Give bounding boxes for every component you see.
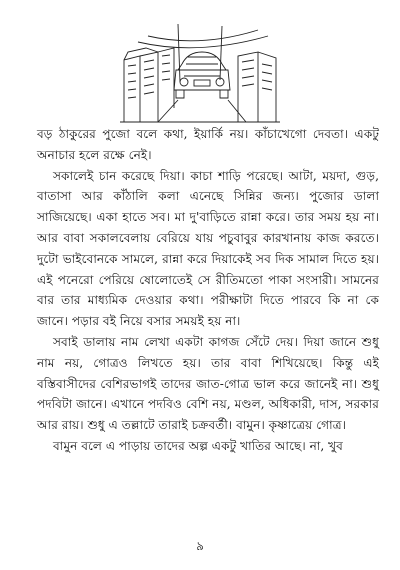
car-and-buildings-sketch: [118, 22, 282, 124]
paragraph-4: বামুন বলে এ পাড়ায় তাদের অল্প একটু খাতির আছে। না, খুব: [53, 438, 343, 453]
paragraph-1: বড় ঠাকুরের পুজো বলে কথা, ইয়ার্কি নয়। কাঁচাখেগো দেবতা। একটু অনাচার হলে রক্ষে নেই।: [37, 127, 379, 162]
story-text: [37, 124, 379, 457]
street-scene-illustration: [118, 22, 282, 124]
paragraph-3: সবাই ডালায় নাম লেখা একটা কাগজ সেঁটে দেয়। দিয়া জানে শুধু নাম নয়, গোত্রও লিখতে হয়। তার বাবা শিখিয়েছে। কিন্তু এই বস্তিবাসীদের বেশিরভাগই তাদের জাত-গোত্র ভাল করে জানেই না। শুধু পদবিটা জানে। এখানে পদবিও বেশি নয়, মণ্ডল, অধিকারী, দাস, সরকার আর রায়। শুধু এ তল্লাটে তারাই চক্রবর্তী। বামুন। কৃষ্ণাত্রেয় গোত্র।: [37, 334, 379, 433]
page-number: ৯: [196, 539, 204, 553]
paragraph-2: সকালেই চান করেছে দিয়া। কাচা শাড়ি পরেছে। আটা, ময়দা, গুড়, বাতাসা আর কাঁঠালি কলা এনেছে সিন্নির জন্য। পুজোর ডালা সাজিয়েছে। একা হাতে সব। মা দু'বাড়িতে রান্না করে। তার সময় হয় না। আর বাবা সকালবেলায় বেরিয়ে যায় পচুবাবুর কারখানায় কাজ করতে। দুটো ভাইবোনকে সামলে, রান্না করে দিয়াকেই সব দিক সামাল দিতে হয়। এই পনেরো পেরিয়ে ষোলোতেই সে রীতিমতো পাকা সংসারী। সামনের বার তার মাধ্যমিক দেওয়ার কথা। পরীক্ষাটা দিতে পারবে কি না কে জানে। পড়ার বই নিয়ে বসার সময়ই হয় না।: [37, 168, 379, 329]
